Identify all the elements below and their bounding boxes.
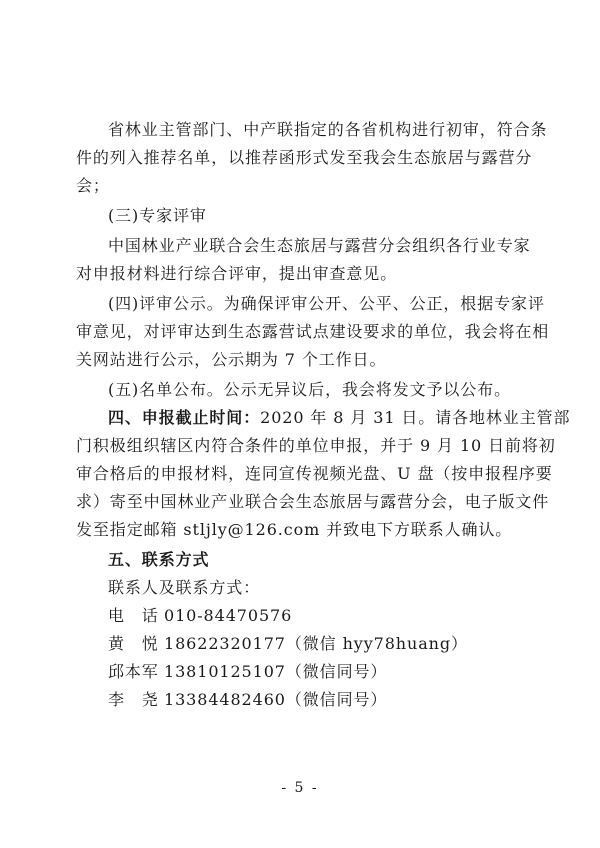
contact-label: 电 话 [108, 606, 159, 625]
contact-value: 18622320177（微信 hyy78huang） [164, 634, 468, 653]
contact-value: 010-84470576 [164, 606, 293, 625]
paragraph-line: (五)名单公布。公示无异议后，我会将发文予以公布。 [108, 380, 511, 399]
contact-label: 邱本军 [108, 662, 159, 681]
paragraph-line: 对申报材料进行综合评审，提出审查意见。 [76, 264, 398, 283]
paragraph-line: 门积极组织辖区内符合条件的单位申报，并于 9 月 10 日前将初 [76, 436, 556, 455]
contact-label: 李 尧 [108, 690, 159, 709]
contact-value: 13810125107（微信同号） [164, 662, 388, 681]
paragraph-line: 发至指定邮箱 stljly@126.com 并致电下方联系人确认。 [76, 520, 513, 539]
contact-label: 黄 悦 [108, 634, 159, 653]
paragraph-line: 件的列入推荐名单，以推荐函形式发至我会生态旅居与露营分 [76, 148, 533, 167]
contact-huang-yue [108, 632, 526, 656]
contact-value: 13384482460（微信同号） [164, 690, 388, 709]
deadline-heading: 四、申报截止时间： [108, 408, 261, 427]
deadline-line [108, 406, 571, 430]
paragraph-line: 审意见，对评审达到生态露营试点建设要求的单位，我会将在相 [76, 322, 550, 341]
contact-li-yao [108, 688, 526, 712]
paragraph-line: 会； [76, 176, 110, 195]
paragraph-line: 求）寄至中国林业产业联合会生态旅居与露营分会，电子版文件 [76, 492, 550, 511]
deadline-date-text: 2020 年 8 月 31 日。请各地林业主管部 [260, 408, 571, 427]
paragraph-line: (四)评审公示。为确保评审公开、公平、公正，根据专家评 [108, 294, 545, 313]
contact-heading: 五、联系方式 [108, 550, 210, 569]
page-number: - 5 - [281, 780, 319, 796]
contact-qiu-benjun [108, 660, 526, 684]
paragraph-line: 审合格后的申报材料，连同宣传视频光盘、U 盘（按申报程序要 [76, 464, 553, 483]
section-heading-expert-review: (三)专家评审 [108, 206, 207, 225]
contact-phone [108, 604, 526, 628]
contact-intro: 联系人及联系方式： [108, 578, 261, 597]
paragraph-line: 省林业主管部门、中产联指定的各省机构进行初审，符合条 [108, 120, 548, 139]
paragraph-line: 中国林业产业联合会生态旅居与露营分会组织各行业专家 [108, 236, 531, 255]
paragraph-line: 关网站进行公示，公示期为 7 个工作日。 [76, 350, 387, 369]
